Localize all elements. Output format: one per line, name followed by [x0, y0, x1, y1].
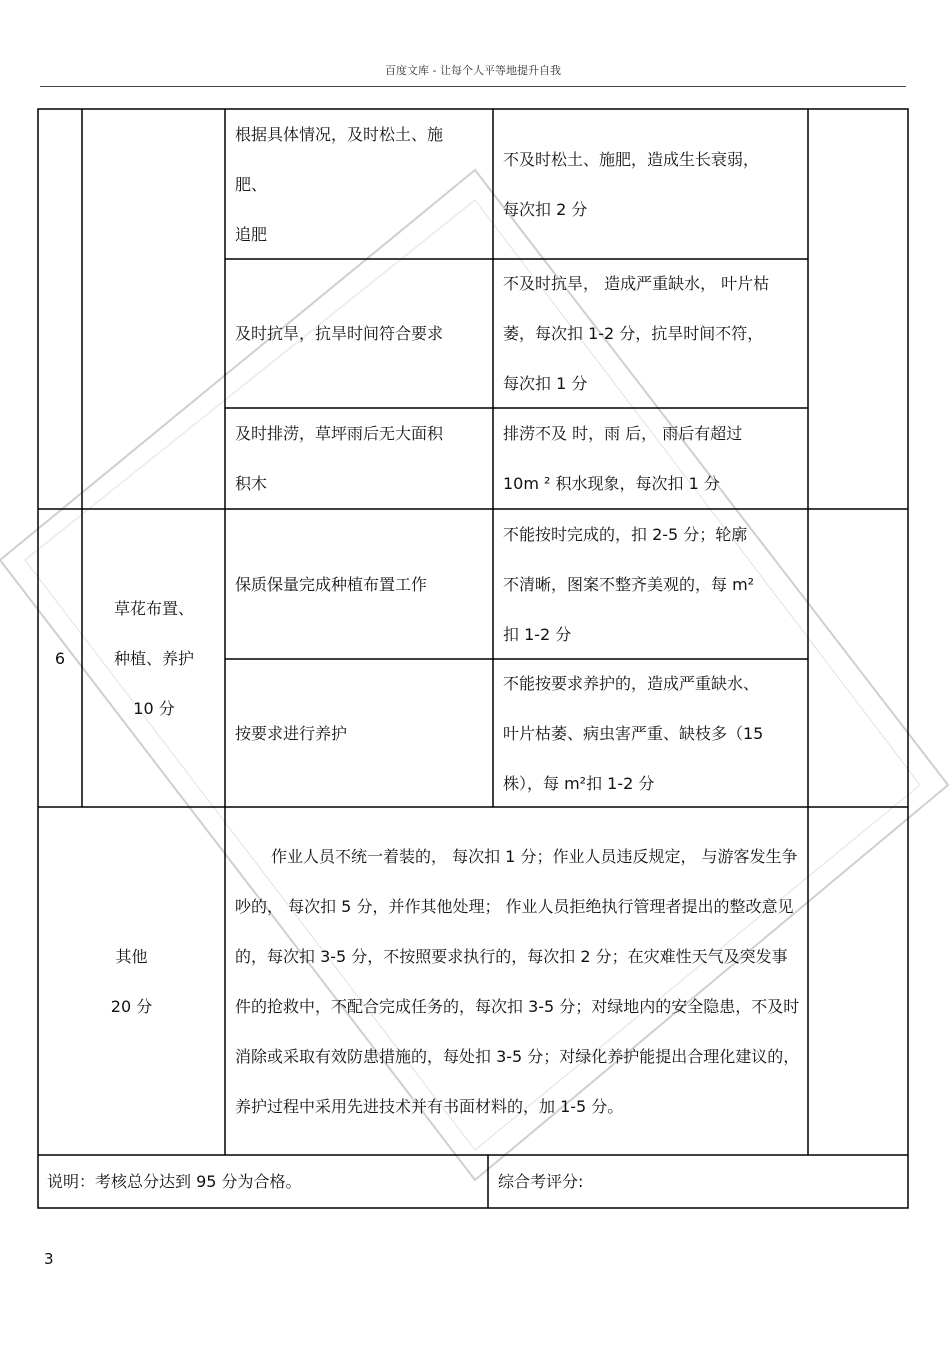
other-rules-cell: [226, 808, 808, 1155]
text-line: 株），每 m²扣 1-2 分: [503, 773, 655, 793]
footer-score: [489, 1156, 908, 1208]
requirement-cell-drainage: [226, 409, 493, 509]
text-line: 不及时松土、施肥，造成生长衰弱，: [503, 149, 760, 169]
requirement-cell-planting: [226, 510, 493, 659]
text-line: 20 分: [110, 996, 153, 1016]
text-line: 追肥: [235, 224, 268, 244]
text-line: 草花布置、: [113, 598, 194, 618]
requirement-cell-drought: [226, 260, 493, 408]
text-line: 10 分: [133, 698, 175, 718]
text-line: 每次扣 1 分: [503, 374, 588, 393]
footer-note: [38, 1156, 488, 1208]
deduction-cell-planting: [494, 510, 808, 659]
other-category: [38, 808, 225, 1155]
section-number-text: 6: [54, 648, 66, 668]
note-text: 说明：考核总分达到 95 分为合格。: [47, 1172, 302, 1191]
requirement-cell-loosen-soil: [226, 110, 493, 259]
page-header: 百度文库 - 让每个人平等地提升自我: [40, 62, 906, 87]
text-line: 其他: [115, 946, 148, 966]
deduction-cell-maintenance: [494, 660, 808, 807]
text-line: 萎，每次扣 1-2 分，抗旱时间不符，: [503, 324, 764, 343]
text-line: 按要求进行养护: [235, 723, 348, 743]
text-line: 排涝不及 时，雨 后， 雨后有超过: [503, 424, 743, 443]
text-line: 叶片枯萎、病虫害严重、缺枝多（15: [503, 723, 764, 743]
text-line: 及时排涝，草坪雨后无大面积: [235, 424, 444, 443]
text-line: 每次扣 2 分: [503, 199, 588, 219]
text-line: 及时抗旱，抗旱时间符合要求: [235, 324, 444, 343]
text-line: 种植、养护: [113, 648, 194, 668]
text-line: 肥、: [235, 174, 268, 194]
text-line: 保质保量完成种植布置工作: [235, 574, 428, 594]
page-number: 3: [44, 1250, 54, 1268]
text-line: 10m ² 积水现象，每次扣 1 分: [503, 474, 720, 493]
text-line: 不及时抗旱， 造成严重缺水， 叶片枯: [503, 274, 770, 293]
deduction-cell-drought: [494, 260, 808, 408]
text-line: 不能按时完成的，扣 2-5 分；轮廓: [503, 524, 748, 544]
text-line: 根据具体情况，及时松土、施: [235, 124, 444, 144]
text-line: 不清晰，图案不整齐美观的，每 m²: [503, 574, 755, 594]
text-line: 积木: [235, 474, 268, 493]
text-line: 不能按要求养护的，造成严重缺水、: [503, 673, 760, 693]
section-number: [38, 510, 82, 807]
other-rules-text: 作业人员不统一着装的， 每次扣 1 分；作业人员违反规定， 与游客发生争吵的， 每次扣 5 分，并作其他处理； 作业人员拒绝执行管理者提出的整改意见的，每次扣 3-5 分，不按照要求执行的，每次扣 2 分；在灾难性天气及突发事件的抢救中，不配合完成任务的，每次扣 3-5 分；对绿地内的安全隐患，不及时消除或采取有效防患措施的，每处扣 3-5 分；对绿化养护能提出合理化建议的， 养护过程中采用先进技术并有书面材料的，加 1-5 分。: [235, 846, 800, 1116]
requirement-cell-maintenance: [226, 660, 493, 807]
deduction-cell-loosen-soil: [494, 110, 808, 259]
text-line: 扣 1-2 分: [503, 624, 572, 644]
score-label: 综合考评分:: [498, 1172, 584, 1191]
section-category-flowers: [83, 510, 225, 807]
deduction-cell-drainage: [494, 409, 808, 509]
